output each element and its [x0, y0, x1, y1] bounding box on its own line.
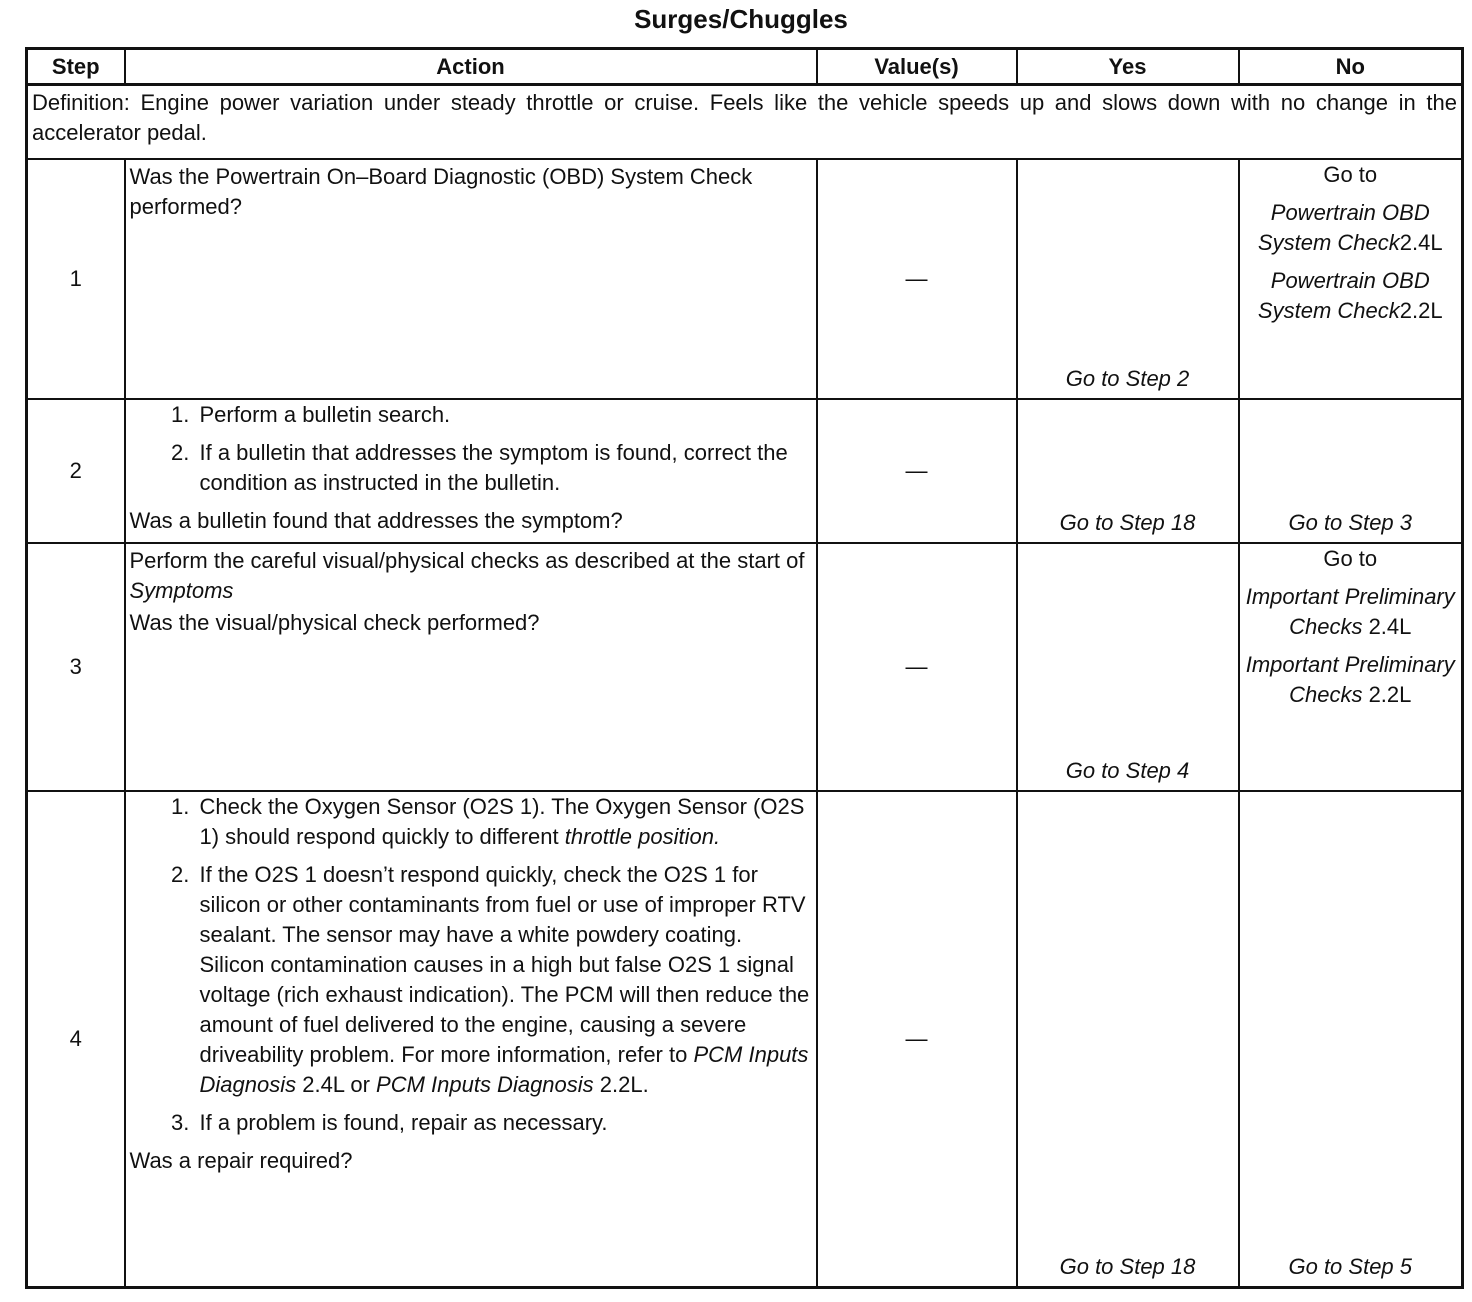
action-cell [125, 399, 817, 543]
no-link[interactable]: Go to Step 5 [1239, 791, 1463, 1288]
action-question: Was the visual/physical check performed? [129, 609, 540, 635]
header-yes: Yes [1017, 49, 1239, 85]
value-cell: — [817, 791, 1017, 1288]
action-cell [125, 543, 817, 791]
header-action: Action [125, 49, 817, 85]
action-question: Was the Powertrain On–Board Diagnostic (OBD) System Check performed? [129, 163, 753, 219]
step-number: 4 [27, 791, 125, 1288]
step-number: 2 [27, 399, 125, 543]
yes-link[interactable]: Go to Step 18 [1017, 399, 1239, 543]
list-item: 1. Perform a bulletin search. [196, 400, 812, 430]
step-number: 3 [27, 543, 125, 791]
action-cell [125, 159, 817, 399]
symptoms-link[interactable]: Symptoms [129, 577, 234, 603]
value-cell: — [817, 399, 1017, 543]
action-question: Was a bulletin found that addresses the symptom? [129, 507, 623, 533]
table-row [27, 791, 1463, 1288]
no-link[interactable]: Powertrain OBD System Check2.2L [1257, 267, 1443, 323]
action-question: Was a repair required? [129, 1147, 353, 1173]
table-row [27, 543, 1463, 791]
no-goto-label: Go to [1323, 545, 1378, 571]
header-no: No [1239, 49, 1463, 85]
table-row [27, 159, 1463, 399]
action-cell [125, 791, 817, 1288]
step-number: 1 [27, 159, 125, 399]
pcm-inputs-link[interactable]: PCM Inputs Diagnosis [376, 1071, 594, 1097]
pcm-inputs-link[interactable]: PCM Inputs Diagnosis [199, 1041, 809, 1097]
no-link[interactable]: Important Preliminary Checks 2.2L [1245, 651, 1455, 707]
no-cell [1239, 543, 1463, 791]
header-values: Value(s) [817, 49, 1017, 85]
definition-text: Definition: Engine power variation under steady throttle or cruise. Feels like the vehicle speeds up and slows down with no change in the accelerator pedal. [27, 85, 1463, 159]
yes-link[interactable]: Go to Step 4 [1017, 543, 1239, 791]
no-goto-label: Go to [1323, 161, 1378, 187]
action-text: Perform the careful visual/physical checks as described at the start of Symptoms [129, 547, 805, 603]
list-item: 3. If a problem is found, repair as necessary. [196, 1108, 812, 1138]
no-link[interactable]: Important Preliminary Checks 2.4L [1245, 583, 1455, 639]
no-cell [1239, 159, 1463, 399]
header-step: Step [27, 49, 125, 85]
action-list [130, 792, 812, 1138]
page-title: Surges/Chuggles [634, 4, 848, 34]
value-cell: — [817, 543, 1017, 791]
diagnostic-table [25, 47, 1464, 1289]
no-link[interactable]: Go to Step 3 [1239, 399, 1463, 543]
value-cell: — [817, 159, 1017, 399]
yes-link[interactable]: Go to Step 2 [1017, 159, 1239, 399]
list-item: 2. If the O2S 1 doesn’t respond quickly, check the O2S 1 for silicon or other contaminants from fuel or use of improper RTV sealant. The sensor may have a white powdery coating. Silicon contamination causes in a high but false O2S 1 signal voltage (rich exhaust indication). The PCM will then reduce the amount of fuel delivered to the engine, causing a severe driveability problem. For more information, refer to PCM Inputs Diagnosis 2.4L or PCM Inputs Diagnosis 2.2L. [196, 860, 812, 1100]
definition-row [27, 85, 1463, 159]
no-link[interactable]: Powertrain OBD System Check2.4L [1257, 199, 1443, 255]
list-item: 2. If a bulletin that addresses the symptom is found, correct the condition as instructed in the bulletin. [196, 438, 812, 498]
list-item: 1. Check the Oxygen Sensor (O2S 1). The Oxygen Sensor (O2S 1) should respond quickly to different throttle position. [196, 792, 812, 852]
action-list [130, 400, 812, 498]
header-row [27, 49, 1463, 85]
table-row [27, 399, 1463, 543]
yes-link[interactable]: Go to Step 18 [1017, 791, 1239, 1288]
